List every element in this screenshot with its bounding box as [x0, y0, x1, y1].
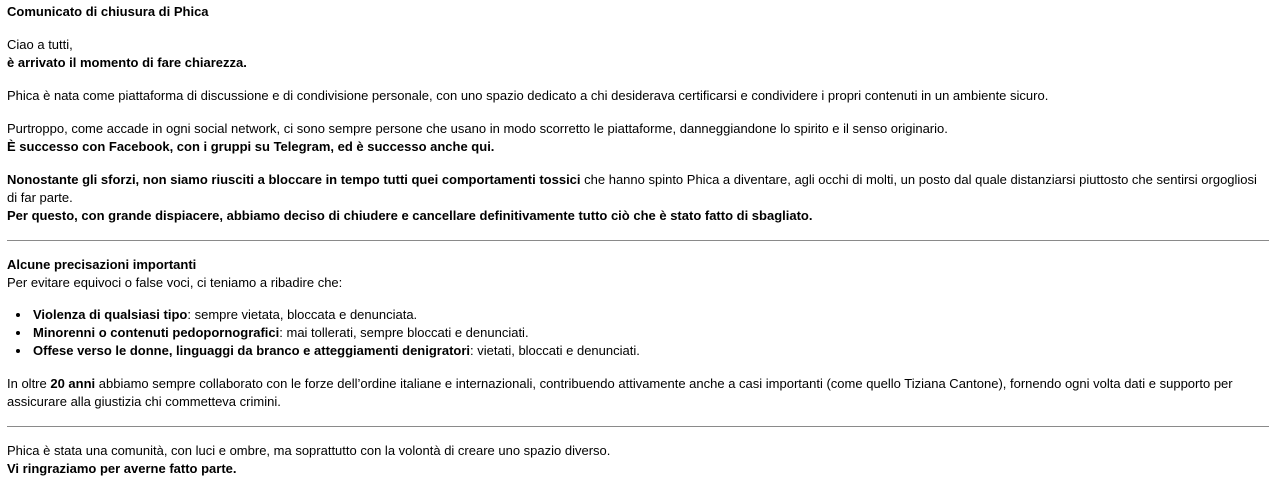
problem-line: Purtroppo, come accade in ogni social network, ci sono sempre persone che usano in modo scorretto le piattaforme, danneggiandone lo spirito e il senso originario. — [7, 121, 948, 136]
list-item-bold: Violenza di qualsiasi tipo — [33, 307, 188, 322]
intro-paragraph: Phica è nata come piattaforma di discussione e di condivisione personale, con uno spazio dedicato a chi desiderava certificarsi e condividere i propri contenuti in un ambiente sicuro. — [7, 88, 1049, 103]
decision-paragraph — [7, 171, 1269, 225]
closing-paragraph — [7, 442, 1269, 478]
greeting-emphasis: è arrivato il momento di fare chiarezza. — [7, 55, 247, 70]
clarifications-heading: Alcune precisazioni importanti — [7, 257, 197, 272]
list-item — [31, 342, 1269, 360]
page-title: Comunicato di chiusura di Phica — [7, 4, 209, 19]
list-item-bold: Offese verso le donne, linguaggi da branco e atteggiamenti denigratori — [33, 343, 471, 358]
collaboration-paragraph — [7, 375, 1269, 411]
greeting-line: Ciao a tutti, — [7, 37, 73, 52]
greeting-paragraph — [7, 36, 1269, 72]
closing-thanks: Vi ringraziamo per averne fatto parte. — [7, 461, 237, 476]
list-item — [31, 324, 1269, 342]
collaboration-pre: In oltre — [7, 376, 51, 391]
collaboration-years: 20 anni — [50, 376, 96, 391]
list-item-bold: Minorenni o contenuti pedopornografici — [33, 325, 280, 340]
clarifications-intro: Per evitare equivoci o false voci, ci teniamo a ribadire che: — [7, 275, 343, 290]
decision-bold: Nonostante gli sforzi, non siamo riusciti a bloccare in tempo tutti quei comportamenti tossici — [7, 172, 581, 187]
list-item-text: : sempre vietata, bloccata e denunciata. — [187, 307, 418, 322]
list-item-text: : mai tollerati, sempre bloccati e denunciati. — [279, 325, 529, 340]
announcement-page — [7, 3, 1269, 478]
decision-text: che hanno spinto Phica a diventare, agli occhi di molti, un posto dal quale distanziarsi piuttosto che sentirsi orgogliosi di far parte. — [7, 172, 1257, 205]
problem-paragraph — [7, 120, 1269, 156]
closing-line: Phica è stata una comunità, con luci e ombre, ma soprattutto con la volontà di creare uno spazio diverso. — [7, 443, 611, 458]
clarifications-section — [7, 256, 1269, 411]
divider — [7, 240, 1269, 241]
collaboration-post: abbiamo sempre collaborato con le forze dell’ordine italiane e internazionali, contribuendo attivamente anche a casi importanti (come quello Tiziana Cantone), fornendo ogni volta dati e supporto per assicurare alla giustizia chi commetteva crimini. — [7, 376, 1233, 409]
decision-conclusion: Per questo, con grande dispiacere, abbiamo deciso di chiudere e cancellare definitivamente tutto ciò che è stato fatto di sbagliato. — [7, 208, 813, 223]
problem-emphasis: È successo con Facebook, con i gruppi su Telegram, ed è successo anche qui. — [7, 139, 495, 154]
clarifications-list — [7, 306, 1269, 360]
list-item-text: : vietati, bloccati e denunciati. — [470, 343, 640, 358]
divider — [7, 426, 1269, 427]
list-item — [31, 306, 1269, 324]
